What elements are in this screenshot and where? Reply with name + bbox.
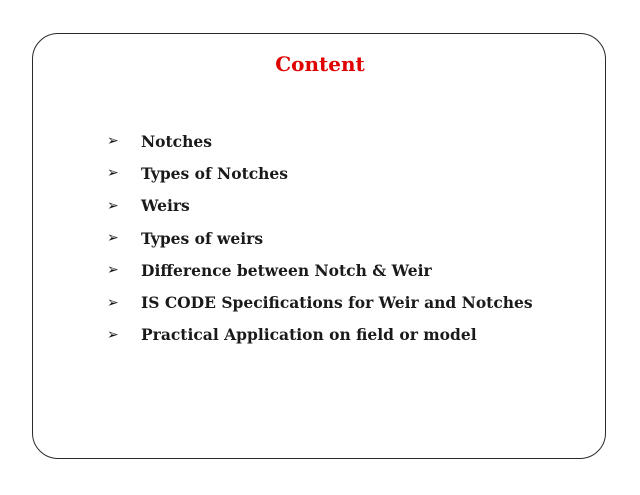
arrow-bullet-icon: ➢	[107, 197, 119, 214]
arrow-bullet-icon: ➢	[107, 326, 119, 343]
list-item-label: Notches	[141, 131, 212, 151]
list-item	[107, 125, 533, 157]
list-item-label: Weirs	[141, 196, 190, 216]
arrow-bullet-icon: ➢	[107, 165, 119, 182]
list-item	[107, 222, 533, 254]
arrow-bullet-icon: ➢	[107, 230, 119, 247]
content-list	[107, 125, 533, 351]
arrow-bullet-icon: ➢	[107, 262, 119, 279]
arrow-bullet-icon: ➢	[107, 294, 119, 311]
list-item-label: Practical Application on field or model	[141, 325, 477, 345]
list-item-label: Types of Notches	[141, 163, 289, 183]
list-item-label: Types of weirs	[141, 228, 264, 248]
slide-title: Content	[275, 52, 365, 76]
list-item	[107, 319, 533, 351]
list-item	[107, 157, 533, 189]
list-item-label: Difference between Notch & Weir	[141, 260, 432, 280]
list-item	[107, 190, 533, 222]
list-item	[107, 286, 533, 318]
list-item	[107, 254, 533, 286]
arrow-bullet-icon: ➢	[107, 133, 119, 150]
list-item-label: IS CODE Specifications for Weir and Notches	[141, 293, 533, 313]
